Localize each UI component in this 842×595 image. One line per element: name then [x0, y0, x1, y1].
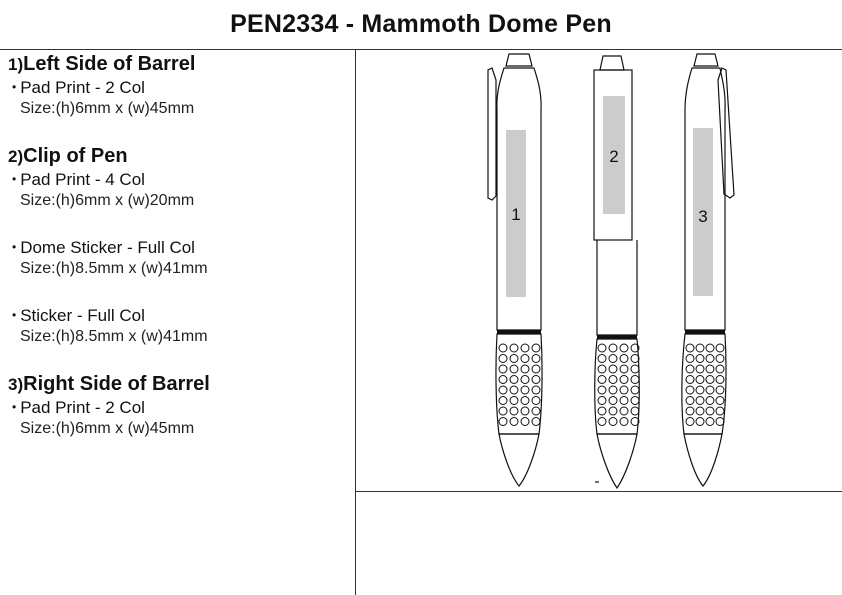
spec-item-label: • Pad Print - 4 Col — [12, 170, 145, 189]
spec-item-size: Size:(h)6mm x (w)20mm — [20, 192, 195, 209]
grip-dot — [696, 344, 704, 352]
grip-dot — [598, 407, 606, 415]
grip-dot — [686, 397, 694, 405]
grip-dot — [521, 418, 529, 426]
grip-dot — [609, 365, 617, 373]
spec-item-size: Size:(h)6mm x (w)45mm — [20, 420, 195, 437]
grip-dot — [631, 386, 639, 394]
pen-button — [694, 54, 718, 66]
grip-dot — [532, 376, 540, 384]
grip-dot — [609, 418, 617, 426]
grip-dot — [499, 386, 507, 394]
grip-dot — [609, 355, 617, 363]
grip-dot — [532, 418, 540, 426]
grip-dot — [532, 407, 540, 415]
grip-dot — [696, 376, 704, 384]
spec-item-size: Size:(h)8.5mm x (w)41mm — [20, 328, 208, 345]
grip-dot — [706, 407, 714, 415]
grip-dot — [499, 365, 507, 373]
grip-dot — [686, 355, 694, 363]
grip-dot — [510, 376, 518, 384]
pen-button — [506, 54, 532, 66]
pen-tip — [597, 434, 637, 488]
grip-dot — [521, 386, 529, 394]
pen-left-side — [488, 54, 542, 486]
grip-dot — [686, 365, 694, 373]
spec-item-size: Size:(h)6mm x (w)45mm — [20, 100, 195, 117]
page-title: PEN2334 - Mammoth Dome Pen — [230, 10, 612, 38]
grip-dot — [609, 344, 617, 352]
grip-dot — [510, 355, 518, 363]
grip-dot — [696, 418, 704, 426]
grip-dot — [499, 355, 507, 363]
pen-button — [600, 56, 624, 70]
grip-dot — [532, 386, 540, 394]
grip-dot — [521, 407, 529, 415]
pen-grip — [496, 334, 542, 434]
grip-dot — [706, 376, 714, 384]
pen-clip — [718, 68, 734, 198]
grip-dot — [620, 418, 628, 426]
grip-dot — [716, 418, 724, 426]
grip-dot — [609, 376, 617, 384]
spec-item-label: • Pad Print - 2 Col — [12, 78, 145, 97]
grip-dot — [532, 365, 540, 373]
grip-dot — [532, 397, 540, 405]
print-area-label: 1 — [511, 205, 521, 224]
grip-dot — [521, 365, 529, 373]
pen-diagram-panel — [356, 50, 842, 491]
print-area-label: 2 — [609, 147, 619, 166]
pen-diagram — [356, 50, 842, 491]
print-area-label: 3 — [698, 207, 708, 226]
grip-dot — [510, 386, 518, 394]
grip-dot — [696, 407, 704, 415]
grip-dot — [499, 344, 507, 352]
grip-dot — [609, 407, 617, 415]
pen-tip — [499, 434, 539, 486]
grip-dot — [620, 386, 628, 394]
grip-dot — [620, 355, 628, 363]
grip-dot — [716, 355, 724, 363]
grip-dot — [510, 418, 518, 426]
spec-item-size: Size:(h)8.5mm x (w)41mm — [20, 260, 208, 277]
pen-right-side — [682, 54, 734, 486]
grip-dot — [716, 376, 724, 384]
grip-dot — [521, 376, 529, 384]
grip-dot — [598, 397, 606, 405]
section-heading-clip: 2)Clip of Pen — [8, 145, 128, 167]
grip-dot — [510, 365, 518, 373]
grip-dot — [532, 355, 540, 363]
grip-dot — [631, 355, 639, 363]
image-panel-divider — [356, 491, 842, 492]
section-heading-left-barrel: 1)Left Side of Barrel — [8, 53, 196, 75]
grip-dot — [716, 407, 724, 415]
grip-dot — [510, 397, 518, 405]
grip-dot — [499, 397, 507, 405]
grip-dot — [696, 386, 704, 394]
grip-dot — [598, 376, 606, 384]
grip-dot — [631, 407, 639, 415]
grip-dot — [598, 365, 606, 373]
grip-dot — [706, 386, 714, 394]
grip-dot — [620, 365, 628, 373]
grip-dot — [716, 344, 724, 352]
grip-dot — [499, 418, 507, 426]
grip-dot — [696, 397, 704, 405]
grip-dot — [631, 376, 639, 384]
grip-dot — [499, 407, 507, 415]
grip-dot — [620, 376, 628, 384]
grip-dot — [716, 397, 724, 405]
grip-dot — [686, 376, 694, 384]
spec-item-label: • Dome Sticker - Full Col — [12, 238, 195, 257]
grip-dot — [696, 365, 704, 373]
grip-dot — [598, 418, 606, 426]
grip-dot — [631, 397, 639, 405]
grip-dot — [706, 418, 714, 426]
pen-tip — [684, 434, 722, 486]
grip-dot — [686, 407, 694, 415]
grip-dot — [510, 344, 518, 352]
grip-dot — [620, 344, 628, 352]
grip-dot — [686, 344, 694, 352]
grip-dot — [532, 344, 540, 352]
grip-dot — [620, 407, 628, 415]
grip-dot — [706, 344, 714, 352]
grip-dot — [521, 344, 529, 352]
grip-dot — [609, 386, 617, 394]
spec-item-label: • Pad Print - 2 Col — [12, 398, 145, 417]
grip-dot — [686, 386, 694, 394]
grip-dot — [696, 355, 704, 363]
grip-dot — [598, 386, 606, 394]
grip-dot — [716, 365, 724, 373]
grip-dot — [521, 397, 529, 405]
grip-dot — [706, 365, 714, 373]
grip-dot — [510, 407, 518, 415]
grip-dot — [716, 386, 724, 394]
grip-dot — [521, 355, 529, 363]
print-specifications — [8, 52, 348, 439]
grip-dot — [598, 344, 606, 352]
grip-dot — [499, 376, 507, 384]
pen-barrel — [597, 240, 637, 335]
grip-dot — [631, 365, 639, 373]
grip-dot — [686, 418, 694, 426]
section-heading-right-barrel: 3)Right Side of Barrel — [8, 373, 210, 395]
grip-dot — [609, 397, 617, 405]
grip-dot — [598, 355, 606, 363]
spec-item-label: • Sticker - Full Col — [12, 306, 145, 325]
grip-dot — [706, 397, 714, 405]
pen-clip — [488, 68, 496, 200]
grip-dot — [620, 397, 628, 405]
grip-dot — [706, 355, 714, 363]
